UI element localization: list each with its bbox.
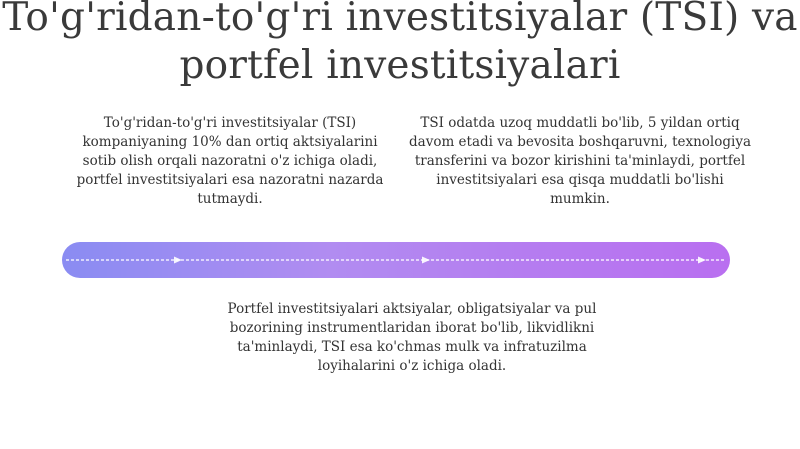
timeline-arrow-line xyxy=(62,242,730,278)
bottom-text-block: Portfel investitsiyalari aktsiyalar, obligatsiyalar va pul bozorining instrumentlaridan iborat bo'lib, likvidlikni ta'minlaydi, TSI esa ko'chmas mulk va infratuzilma loyihalarini o'z ichiga oladi. xyxy=(227,301,597,374)
arrow-head-2-icon xyxy=(422,257,430,264)
left-text-block: To'g'ridan-to'g'ri investitsiyalar (TSI) kompaniyaning 10% dan ortiq aktsiyalarini sotib olish orqali nazoratni o'z ichiga oladi, portfel investitsiyalari esa nazoratni nazarda tutmaydi. xyxy=(76,115,384,207)
slide-title: To'g'ridan-to'g'ri investitsiyalar (TSI) va portfel investitsiyalari xyxy=(2,0,798,88)
right-text-block: TSI odatda uzoq muddatli bo'lib, 5 yildan ortiq davom etadi va bevosita boshqaruvni, texnologiya transferini va bozor kirishini ta'minlaydi, portfel investitsiyalari esa qisqa muddatli bo'lishi mumkin. xyxy=(409,115,751,207)
timeline-bar xyxy=(62,242,730,278)
arrow-head-3-icon xyxy=(698,257,706,264)
arrow-head-1-icon xyxy=(174,257,182,264)
